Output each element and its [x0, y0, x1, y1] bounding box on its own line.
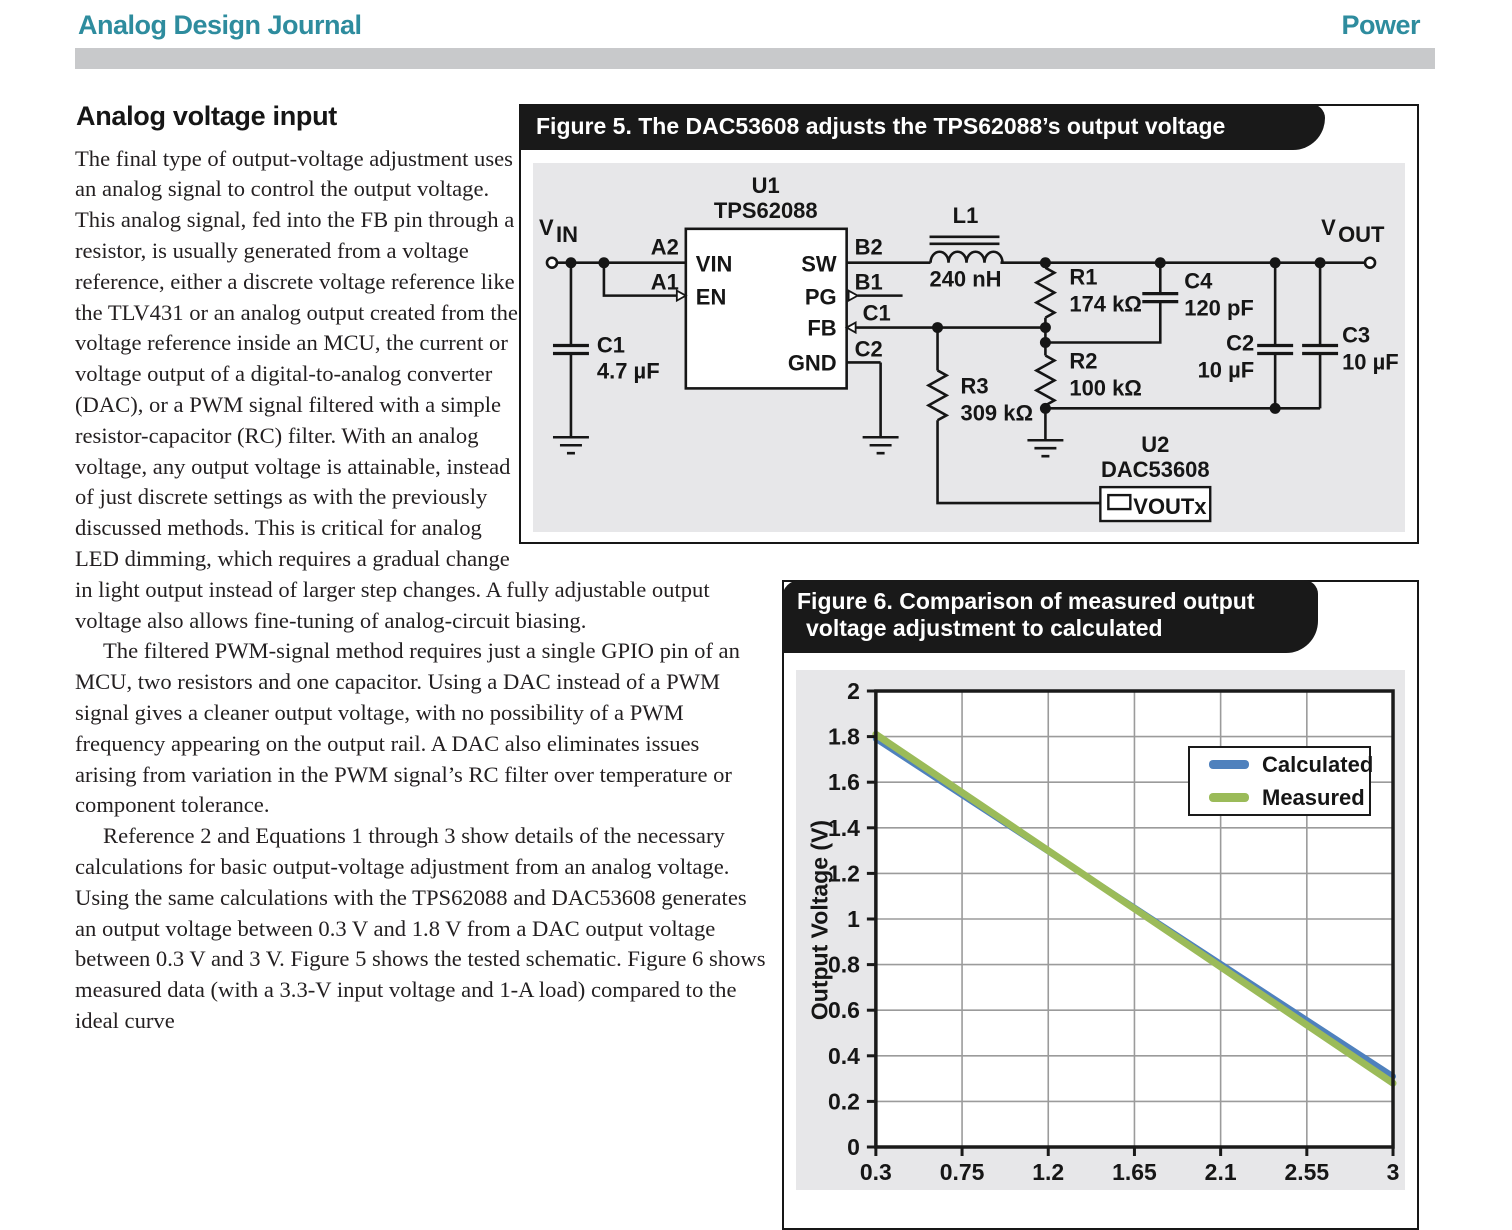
- label-r2-val: 100 kΩ: [1069, 375, 1142, 401]
- svg-text:2.55: 2.55: [1284, 1158, 1330, 1186]
- section-heading: Analog voltage input: [76, 101, 337, 131]
- measured-line-swatch: [1209, 793, 1249, 802]
- label-c2-val: 10 µF: [1197, 357, 1255, 383]
- svg-text:0: 0: [847, 1133, 860, 1161]
- label-c3-ref: C3: [1342, 322, 1371, 348]
- label-vin-sub: IN: [555, 221, 578, 247]
- svg-text:1.6: 1.6: [827, 769, 860, 796]
- label-r3-ref: R3: [960, 373, 989, 399]
- svg-text:3: 3: [1386, 1158, 1400, 1186]
- svg-text:0.75: 0.75: [939, 1158, 985, 1186]
- masthead: [0, 0, 1512, 41]
- label-c3-val: 10 µF: [1342, 349, 1399, 375]
- figure5-title: Figure 5. The DAC53608 adjusts the TPS62088’s output voltage: [519, 104, 1325, 150]
- svg-text:1.2: 1.2: [1032, 1158, 1065, 1186]
- section-title: Power: [1341, 10, 1420, 40]
- label-u1-part: TPS62088: [713, 197, 818, 223]
- svg-text:1.2: 1.2: [827, 860, 860, 887]
- svg-text:2.1: 2.1: [1204, 1158, 1237, 1186]
- figure6-title: [782, 580, 1318, 653]
- label-u1-ref: U1: [751, 172, 780, 198]
- resistor-r3: [929, 370, 947, 420]
- u2-pin-box: [1108, 495, 1130, 509]
- resistor-r2: [1036, 355, 1054, 405]
- svg-text:1.65: 1.65: [1112, 1158, 1157, 1186]
- label-r2-ref: R2: [1069, 348, 1098, 374]
- legend-label-calculated: Calculated: [1262, 751, 1374, 777]
- svg-text:0.6: 0.6: [827, 997, 860, 1024]
- svg-text:1.8: 1.8: [827, 723, 860, 750]
- label-c4-val: 120 pF: [1184, 295, 1254, 321]
- label-c4-ref: C4: [1184, 268, 1213, 294]
- label-c1-ref: C1: [596, 332, 625, 358]
- schematic-diagram: [533, 163, 1405, 532]
- vin-terminal: [547, 258, 557, 268]
- article: [0, 69, 1512, 1186]
- label-c1-val: 4.7 µF: [596, 358, 660, 384]
- label-vout-sub: OUT: [1338, 221, 1385, 247]
- label-r3-val: 309 kΩ: [960, 400, 1034, 426]
- calculated-line-swatch: [1209, 760, 1249, 769]
- legend-item-calculated: [1209, 751, 1374, 778]
- fb-arrow: [847, 323, 856, 333]
- svg-text:1.4: 1.4: [827, 814, 860, 841]
- legend-item-measured: [1209, 785, 1369, 811]
- label-r1-ref: R1: [1069, 264, 1098, 290]
- ball-a1: A1: [650, 269, 679, 295]
- svg-text:0.2: 0.2: [827, 1088, 860, 1115]
- svg-text:2: 2: [847, 677, 860, 705]
- pin-sw: SW: [801, 251, 837, 277]
- ball-c1: C1: [862, 300, 891, 326]
- resistor-r1: [1036, 268, 1054, 318]
- label-u2-ref: U2: [1141, 432, 1170, 458]
- ground-symbols: [553, 437, 1063, 456]
- label-u2-pin: VOUTx: [1133, 494, 1207, 520]
- label-u2-part: DAC53608: [1100, 457, 1210, 483]
- ball-b1: B1: [854, 269, 883, 295]
- pin-vin: VIN: [695, 251, 733, 277]
- ball-a2: A2: [650, 234, 679, 260]
- ball-c2: C2: [854, 336, 883, 362]
- figure6-title-line2: voltage adjustment to calculated: [806, 615, 1163, 641]
- svg-text:0.3: 0.3: [859, 1158, 892, 1186]
- label-l1-ref: L1: [952, 202, 979, 228]
- pin-pg: PG: [804, 284, 837, 310]
- label-vout: V: [1321, 214, 1336, 240]
- journal-title: Analog Design Journal: [78, 10, 362, 40]
- pin-gnd: GND: [787, 350, 837, 376]
- label-c2-ref: C2: [1226, 330, 1255, 356]
- label-l1-val: 240 nH: [929, 266, 1002, 292]
- label-r1-val: 174 kΩ: [1069, 291, 1142, 317]
- label-vin: V: [538, 214, 554, 240]
- figure6: [782, 580, 1419, 1230]
- figure5-panel: [533, 163, 1405, 532]
- svg-text:0.8: 0.8: [827, 951, 860, 978]
- svg-text:0.4: 0.4: [827, 1042, 860, 1069]
- figure6-panel: [796, 670, 1405, 1190]
- paragraph-2: The filtered PWM-signal method requires just a single GPIO pin of an MCU, two resistors and one capacitor. Using a DAC instead of a PWM signal gives a cleaner output voltage, with no possibility of a PWM frequency appearing on the output rail. A DAC also eliminates issues arising from variation in the PWM signal’s RC filter over temperature or component tolerance.: [75, 638, 740, 818]
- vout-terminal: [1365, 258, 1375, 268]
- pin-en: EN: [695, 284, 727, 310]
- paragraph-3: Reference 2 and Equations 1 through 3 show details of the necessary calculations for basic output-voltage adjustment from an analog voltage. Using the same calculations with the TPS62088 and DAC53608 generates an output voltage between 0.3 V and 1.8 V from a DAC output voltage between 0.3 V and 3 V. Figure 5 shows the tested schematic. Figure 6 shows measured data (with a 3.3-V input voltage and 1-A load) compared to the ideal curve: [75, 823, 766, 1033]
- pin-fb: FB: [807, 315, 837, 341]
- chart-legend: [1188, 746, 1374, 816]
- svg-text:1: 1: [847, 905, 860, 933]
- inductor-l1: [931, 252, 1003, 263]
- masthead-rule: [75, 48, 1435, 69]
- figure6-title-line1: Figure 6. Comparison of measured output: [797, 588, 1255, 614]
- figure5: [519, 104, 1419, 544]
- y-axis-label: Output Voltage (V): [806, 819, 833, 1021]
- legend-label-measured: Measured: [1262, 784, 1365, 810]
- ball-b2: B2: [854, 234, 883, 260]
- paragraph-1: The final type of output-voltage adjustment uses an analog signal to control the output voltage. This analog signal, fed into the FB pin through a resistor, is usually generated from a voltage reference, either a discrete voltage reference like the TLV431 or an analog output created from the voltage reference inside an MCU, the current or voltage output of a digital-to-analog converter (DAC), or a PWM signal filtered with a simple resistor-capacitor (RC) filter. With an analog voltage, any output voltage is attainable, instead of just discrete settings as with the previously discussed methods. This is critical for analog LED dimming, which requires a gradual change in light output instead of larger step changes. A fully adjustable output voltage also allows fine-tuning of analog-circuit biasing.: [75, 145, 710, 633]
